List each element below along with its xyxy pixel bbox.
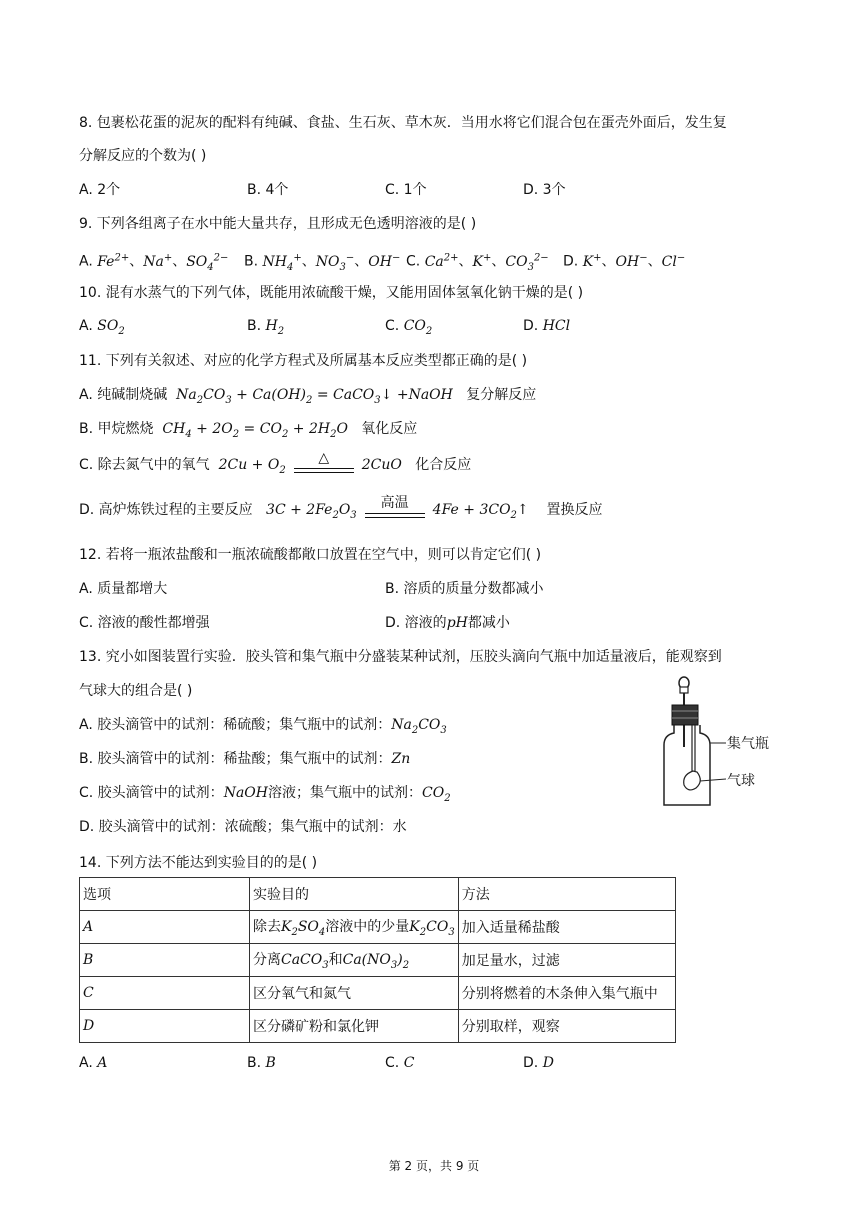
q11-stem: 11. 下列有关叙述、对应的化学方程式及所属基本反应类型都正确的是( ) bbox=[79, 353, 528, 369]
q10-option-b: B. $H_2$ bbox=[247, 318, 285, 337]
row-method: 加入适量稀盐酸 bbox=[458, 911, 675, 944]
header-goal: 实验目的 bbox=[250, 878, 459, 911]
q8-option-d: D. 3个 bbox=[523, 182, 566, 198]
q13-option-b: B. 胶头滴管中的试剂：稀盐酸；集气瓶中的试剂：Zn bbox=[79, 751, 411, 767]
row-option: A bbox=[80, 911, 250, 944]
q12-option-c: C. 溶液的酸性都增强 bbox=[79, 615, 210, 631]
q10-option-d: D. HCl bbox=[523, 318, 571, 334]
q8-option-a: A. 2个 bbox=[79, 182, 121, 198]
q14-stem: 14. 下列方法不能达到实验目的的是( ) bbox=[79, 855, 318, 871]
row-option: D bbox=[80, 1010, 250, 1043]
q13-stem-line1: 13. 究小如图装置行实验．胶头管和集气瓶中分盛装某种试剂，压胶头滴向气瓶中加适量液后，能观察到 bbox=[79, 649, 722, 665]
q11-option-d: D. 高炉炼铁过程的主要反应 $3C + 2Fe_2O_3$ 高温 $4Fe + 3CO_2↑$ 置换反应 bbox=[79, 495, 602, 531]
header-option: 选项 bbox=[80, 878, 250, 911]
label-balloon: 气球 bbox=[727, 773, 755, 789]
table-header-row bbox=[80, 878, 676, 911]
row-goal: 区分氧气和氮气 bbox=[250, 977, 459, 1010]
q8-stem-line2: 分解反应的个数为( ) bbox=[79, 148, 207, 164]
q8-stem-line1: 8. 包裹松花蛋的泥灰的配料有纯碱、食盐、生石灰、草木灰．当用水将它们混合包在蛋壳外面后，发生复 bbox=[79, 115, 727, 131]
row-goal: 区分磷矿粉和氯化钾 bbox=[250, 1010, 459, 1043]
q9-option-d: D. K+、OH−、Cl− bbox=[563, 252, 686, 270]
q11-option-c: C. 除去氮气中的氧气 $2Cu + O_2$ △ 2CuO 化合反应 bbox=[79, 450, 471, 486]
q14-option-d: D. D bbox=[523, 1055, 554, 1071]
q9-stem: 9. 下列各组离子在水中能大量共存，且形成无色透明溶液的是( ) bbox=[79, 216, 477, 232]
table-row bbox=[80, 911, 676, 944]
row-method: 分别取样，观察 bbox=[458, 1010, 675, 1043]
row-option: C bbox=[80, 977, 250, 1010]
q9-option-b: B. $NH_4^+$、$NO_3^-$、OH− bbox=[244, 252, 401, 273]
q9-option-c: C. $Ca^{2+}$、K+、$CO_3^{2-}$ bbox=[406, 252, 549, 273]
q10-option-c: C. $CO_2$ bbox=[385, 318, 433, 337]
header-method: 方法 bbox=[458, 878, 675, 911]
q14-option-a: A. A bbox=[79, 1055, 108, 1071]
label-gas-bottle: 集气瓶 bbox=[727, 736, 769, 752]
row-method: 分别将燃着的木条伸入集气瓶中 bbox=[458, 977, 675, 1010]
q12-option-d: D. 溶液的pH都减小 bbox=[385, 615, 510, 631]
q10-stem: 10. 混有水蒸气的下列气体，既能用浓硫酸干燥，又能用固体氢氧化钠干燥的是( ) bbox=[79, 285, 584, 301]
q13-stem-line2: 气球大的组合是( ) bbox=[79, 683, 193, 699]
q11-option-a: A. 纯碱制烧碱 $Na_2CO_3 + Ca(OH)_2$ = CaCO$_3$↓ +NaOH 复分解反应 bbox=[79, 387, 537, 406]
q12-stem: 12. 若将一瓶浓盐酸和一瓶浓硫酸都敞口放置在空气中，则可以肯定它们( ) bbox=[79, 547, 542, 563]
q8-option-b: B. 4个 bbox=[247, 182, 289, 198]
q14-option-c: C. C bbox=[385, 1055, 415, 1071]
q14-option-b: B. B bbox=[247, 1055, 276, 1071]
table-row bbox=[80, 1010, 676, 1043]
apparatus-figure bbox=[660, 675, 780, 810]
page-footer: 第 2 页，共 9 页 bbox=[388, 1159, 480, 1173]
q10-option-a: A. $SO_2$ bbox=[79, 318, 125, 337]
row-method: 加足量水，过滤 bbox=[458, 944, 675, 977]
q13-option-d: D. 胶头滴管中的试剂：浓硫酸；集气瓶中的试剂：水 bbox=[79, 819, 407, 835]
row-goal: 分离CaCO$_3$和$Ca(NO_3)_2$ bbox=[250, 944, 459, 977]
q8-option-c: C. 1个 bbox=[385, 182, 427, 198]
table-row bbox=[80, 944, 676, 977]
table-row bbox=[80, 977, 676, 1010]
q9-option-a: A. $Fe^{2+}$、Na+、$SO_4^{2-}$ bbox=[79, 252, 229, 273]
q14-table bbox=[79, 877, 676, 1043]
row-goal: 除去$K_2SO_4$溶液中的少量$K_2CO_3$ bbox=[250, 911, 459, 944]
q13-option-a: A. 胶头滴管中的试剂：稀硫酸；集气瓶中的试剂：$Na_2CO_3$ bbox=[79, 717, 447, 736]
reaction-condition-heat: △ bbox=[292, 450, 356, 480]
q12-option-b: B. 溶质的质量分数都减小 bbox=[385, 581, 544, 597]
reaction-condition-high-temp: 高温 bbox=[363, 495, 427, 525]
q13-option-c: C. 胶头滴管中的试剂：NaOH溶液；集气瓶中的试剂：$CO_2$ bbox=[79, 785, 451, 804]
row-option: B bbox=[80, 944, 250, 977]
q11-option-b: B. 甲烷燃烧 $CH_4 + 2O_2 = CO_2 + 2H_2O$ 氧化反应 bbox=[79, 421, 418, 440]
q12-option-a: A. 质量都增大 bbox=[79, 581, 168, 597]
